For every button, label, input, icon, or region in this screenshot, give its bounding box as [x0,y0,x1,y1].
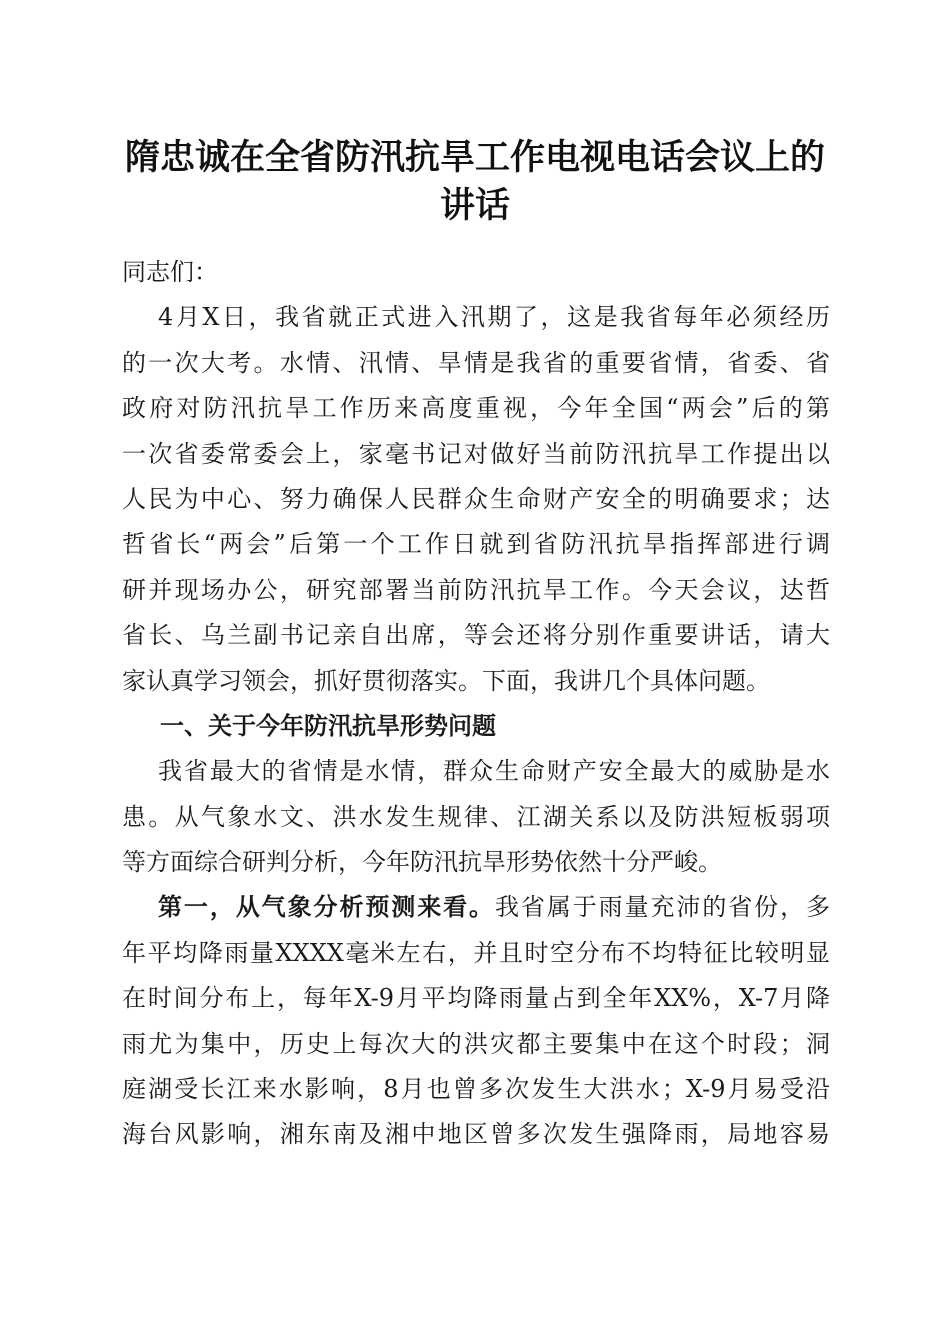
section-heading: 一、关于今年防汛抗旱形势问题 [160,711,496,740]
paragraph-line: 省长、乌兰副书记亲自出席，等会还将分别作重要讲话，请大 [122,621,830,650]
paragraph-line: 庭湖受长江来水影响，8月也曾多次发生大洪水；X-9月易受沿 [122,1075,830,1104]
paragraph-line: 政府对防汛抗旱工作历来高度重视，今年全国“两会”后的第 [122,394,830,423]
paragraph-line: 的一次大考。水情、汛情、旱情是我省的重要省情，省委、省 [122,348,830,377]
paragraph-line: 年平均降雨量XXXX毫米左右，并且时空分布不均特征比较明显 [122,938,830,967]
paragraph-lead-heading: 第一，从气象分析预测来看。 [158,893,495,922]
paragraph-line: 患。从气象水文、洪水发生规律、江湖关系以及防洪短板弱项 [122,802,830,831]
document-body [122,250,830,1158]
paragraph-line: 我省最大的省情是水情，群众生命财产安全最大的威胁是水 [158,757,830,786]
salutation: 同志们： [122,258,218,286]
paragraph-line: 在时间分布上，每年X-9月平均降雨量占到全年XX%，X-7月降 [122,984,830,1013]
paragraph-text: 我省属于雨量充沛的省份，多 [494,893,831,922]
paragraph-line: 雨尤为集中，历史上每次大的洪灾都主要集中在这个时段；洞 [122,1029,830,1058]
title-line-2: 讲话 [439,186,510,226]
paragraph-line: 等方面综合研判分析，今年防汛抗旱形势依然十分严峻。 [122,848,722,877]
paragraph-line: 研并现场办公，研究部署当前防汛抗旱工作。今天会议，达哲 [122,575,830,604]
paragraph-line: 一次省委常委会上，家毫书记对做好当前防汛抗旱工作提出以 [122,439,830,468]
paragraph-line [122,885,830,930]
document-title [100,134,850,230]
paragraph-line: 人民为中心、努力确保人民群众生命财产安全的明确要求；达 [122,484,830,513]
title-line-1: 隋忠诚在全省防汛抗旱工作电视电话会议上的 [124,138,825,178]
paragraph-line: 哲省长“两会”后第一个工作日就到省防汛抗旱指挥部进行调 [122,530,830,559]
paragraph-line: 海台风影响，湘东南及湘中地区曾多次发生强降雨，局地容易 [122,1120,830,1149]
paragraph-line: 家认真学习领会，抓好贯彻落实。下面，我讲几个具体问题。 [122,666,770,695]
paragraph-line: 4月X日，我省就正式进入汛期了，这是我省每年必须经历 [158,303,830,332]
